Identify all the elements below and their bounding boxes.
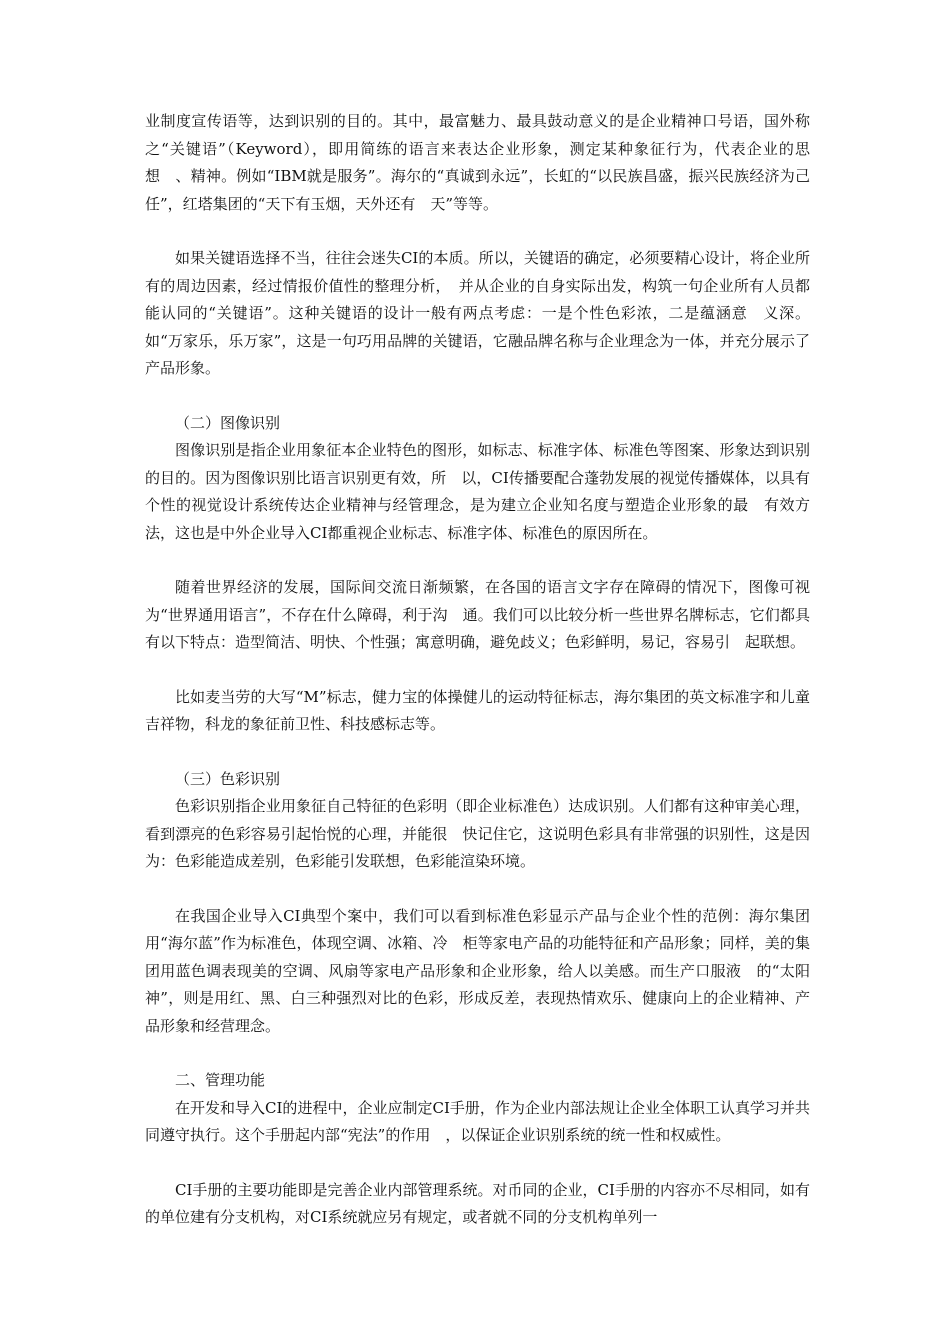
section-heading-color-identity: （三）色彩识别 <box>175 769 281 788</box>
paragraph-color-examples: 在我国企业导入CI典型个案中，我们可以看到标准色彩显示产品与企业个性的范例：海尔集团用“海尔蓝”作为标准色，体现空调、冰箱、冷 柜等家电产品的功能特征和产品形象；同样，美的集团用蓝色调表现美的空调、风扇等家电产品形象和企业形象，给人以美感。而生产口服液 的“太阳神”，则是用红、黑、白三种强烈对比的色彩，形成反差，表现热情欢乐、健康向上的企业精神、产品形象和经营理念。 <box>145 906 810 1035</box>
paragraph-logo-examples: 比如麦当劳的大写“M”标志，健力宝的体操健儿的运动特征标志，海尔集团的英文标准字和儿童吉祥物，科龙的象征前卫性、科技感标志等。 <box>145 687 810 733</box>
section-heading-management: 二、管理功能 <box>175 1071 266 1089</box>
section-heading-image-identity: （二）图像识别 <box>175 413 281 432</box>
paragraph-keyword-intro: 业制度宣传语等，达到识别的目的。其中，最富魅力、最具鼓动意义的是企业精神口号语，国外称之“关键语”（Keyword），即用简练的语言来表达企业形象，测定某种象征行为，代表企业的思想 、精神。例如“IBM就是服务”。海尔的“真诚到永远”，长虹的“以民族昌盛，振兴民族经济为己任”，红塔集团的“天下有玉烟，天外还有 天”等等。 <box>145 112 810 213</box>
paragraph-ci-manual-function: CI手册的主要功能即是完善企业内部管理系统。对币同的企业，CI手册的内容亦不尽相同，如有的单位建有分支机构，对CI系统就应另有规定，或者就不同的分支机构单列一 <box>145 1180 810 1226</box>
paragraph-keyword-choice: 如果关键语选择不当，往往会迷失CI的本质。所以，关键语的确定，必须要精心设计，将企业所有的周边因素，经过情报价值性的整理分析， 并从企业的自身实际出发，构筑一句企业所有人员都能认同的“关键语”。这种关键语的设计一般有两点考虑：一是个性色彩浓，二是蕴涵意 义深。如“万家乐，乐万家”，这是一句巧用品牌的关键语，它融品牌名称与企业理念为一体，并充分展示了产品形象。 <box>145 249 810 377</box>
paragraph-image-identity: 图像识别是指企业用象征本企业特色的图形，如标志、标准字体、标准色等图案、形象达到识别的目的。因为图像识别比语言识别更有效，所 以，CI传播要配合蓬勃发展的视觉传播媒体，以具有个性的视觉设计系统传达企业精神与经管理念，是为建立企业知名度与塑造企业形象的最 有效方法，这也是中外企业导入CI都重视企业标志、标准字体、标准色的原因所在。 <box>145 441 810 542</box>
paragraph-ci-manual: 在开发和导入CI的进程中，企业应制定CI手册，作为企业内部法规让企业全体职工认真学习并共同遵守执行。这个手册起内部“宪法”的作用 ，以保证企业识别系统的统一性和权威性。 <box>145 1098 810 1144</box>
document-body <box>145 108 810 1232</box>
paragraph-color-identity: 色彩识别指企业用象征自己特征的色彩明（即企业标准色）达成识别。人们都有这种审美心理，看到漂亮的色彩容易引起怡悦的心理，并能很 快记住它，这说明色彩具有非常强的识别性，这是因为：色彩能造成差别，色彩能引发联想，色彩能渲染环境。 <box>145 797 810 870</box>
paragraph-world-language: 随着世界经济的发展，国际间交流日渐频繁，在各国的语言文字存在障碍的情况下，图像可视为“世界通用语言”，不存在什么障碍，利于沟 通。我们可以比较分析一些世界名牌标志，它们都具有以下特点：造型简洁、明快、个性强；寓意明确，避免歧义；色彩鲜明，易记，容易引 起联想。 <box>145 578 810 651</box>
